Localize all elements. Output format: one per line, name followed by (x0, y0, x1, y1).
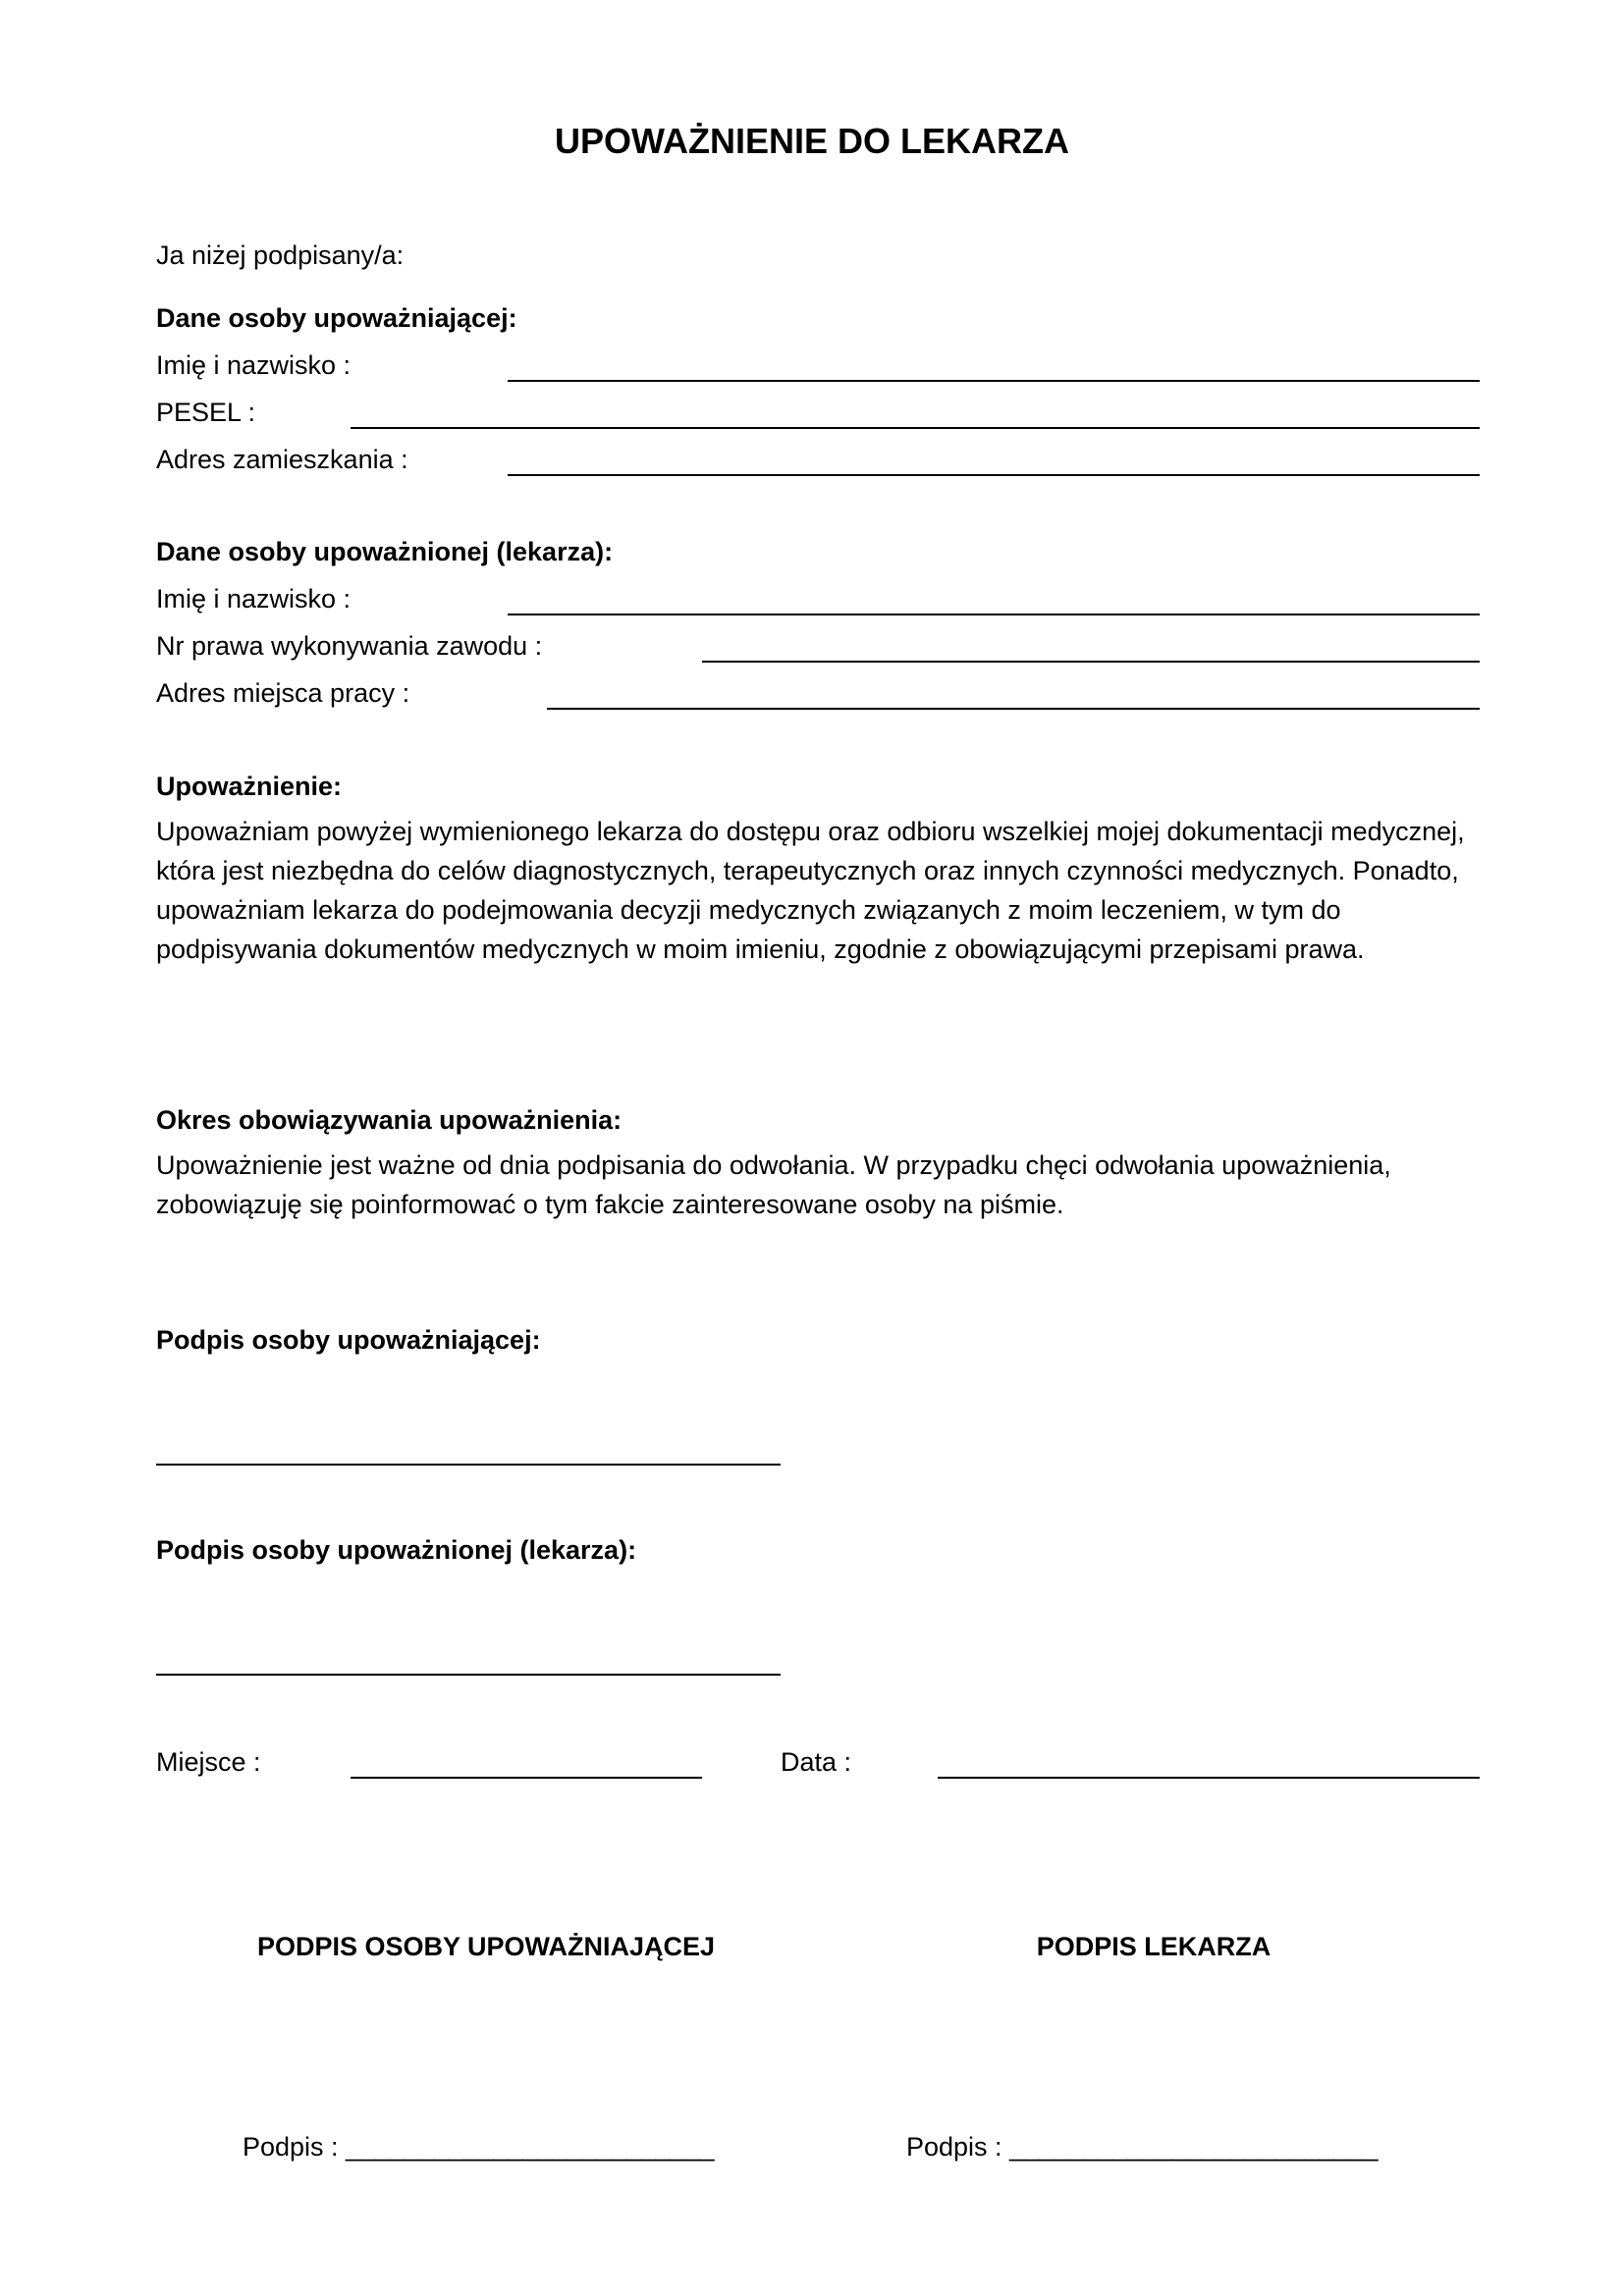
document-title: UPOWAŻNIENIE DO LEKARZA (554, 121, 1069, 161)
signature-doctor-heading: Podpis osoby upoważnionej (lekarza): (156, 1535, 637, 1565)
validity-text: Upoważnienie jest ważne od dnia podpisania do odwołania. W przypadku chęci odwołania upoważnienia, zobowiązuję się poinformować o tym fakcie zainteresowane osoby na piśmie. (156, 1150, 1391, 1219)
authorization-text: Upoważniam powyżej wymienionego lekarza do dostępu oraz odbioru wszelkiej mojej dokumentacji medycznej, która jest niezbędna do celów diagnostycznych, terapeutycznych oraz innych czynności medycznych. Ponadto, upoważniam lekarza do podejmowania decyzji medycznych związanych z moim leczeniem, w tym do podpisywania dokumentów medycznych w moim imieniu, zgodnie z obowiązującymi przepisami prawa. (156, 817, 1465, 964)
footer-left-signature[interactable]: Podpis : _________________________ (243, 2132, 715, 2162)
footer-right-signature[interactable]: Podpis : _________________________ (906, 2132, 1379, 2162)
footer-left-heading: PODPIS OSOBY UPOWAŻNIAJĄCEJ (256, 1932, 716, 1961)
doctor-name-label: Imię i nazwisko : (156, 584, 352, 614)
signature-grantor-heading: Podpis osoby upoważniającej: (156, 1325, 541, 1355)
grantor-address-field[interactable] (508, 474, 1480, 476)
date-field[interactable] (938, 1777, 1480, 1779)
signature-grantor-line[interactable] (156, 1464, 781, 1466)
grantor-pesel-field[interactable] (351, 427, 1480, 429)
validity-heading: Okres obowiązywania upoważnienia: (156, 1105, 623, 1135)
doctor-workplace-label: Adres miejsca pracy : (156, 678, 410, 708)
authorization-heading: Upoważnienie: (156, 772, 343, 801)
doctor-heading: Dane osoby upoważnionej (lekarza): (156, 537, 614, 566)
grantor-name-field[interactable] (508, 380, 1480, 382)
doctor-license-field[interactable] (702, 661, 1480, 663)
signature-doctor-line[interactable] (156, 1674, 781, 1676)
footer-right-heading: PODPIS LEKARZA (1036, 1932, 1272, 1961)
place-label: Miejsce : (156, 1747, 261, 1777)
grantor-heading: Dane osoby upoważniającej: (156, 303, 517, 333)
doctor-name-field[interactable] (508, 614, 1480, 615)
doctor-workplace-field[interactable] (547, 708, 1480, 710)
grantor-name-label: Imię i nazwisko : (156, 350, 352, 380)
doctor-license-label: Nr prawa wykonywania zawodu : (156, 631, 543, 661)
intro-text: Ja niżej podpisany/a: (156, 240, 405, 270)
date-label: Data : (781, 1747, 852, 1777)
grantor-pesel-label: PESEL : (156, 398, 256, 427)
place-field[interactable] (351, 1777, 702, 1779)
grantor-address-label: Adres zamieszkania : (156, 445, 408, 474)
